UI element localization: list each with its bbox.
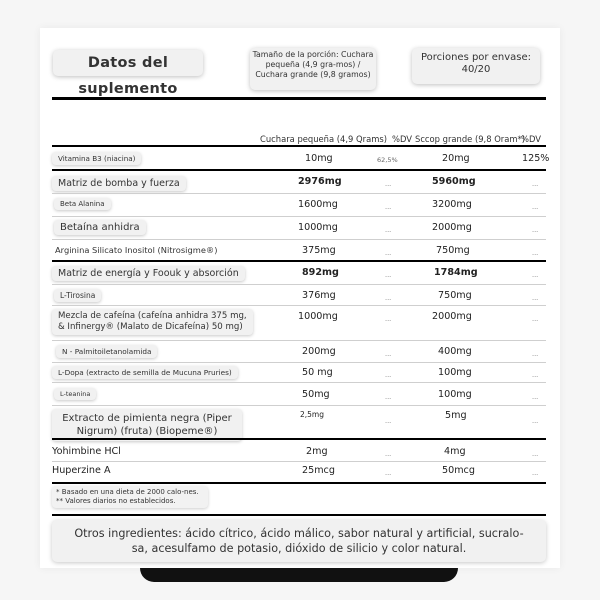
table-cell-dv-large: ... [532,417,539,425]
table-cell-large: 3200mg [432,199,472,210]
table-row-name: L-Dopa (extracto de semilla de Mucuna Pruries) [52,366,238,379]
other-ingredients [52,520,546,562]
table-cell-small: 2mg [306,446,328,457]
table-row-name [52,409,242,441]
serving-size-label: Tamaño de la porción: Cuchara pequeña (4,9 gra-mos) / Cuchara grande (9,8 gramos) [250,48,376,90]
table-cell-dv-small: ... [385,226,392,234]
table-cell-large: 1784mg [434,267,478,278]
table-cell-large: 750mg [436,245,470,256]
row-divider [52,405,546,406]
table-cell-dv-small: ... [385,393,392,401]
table-cell-large: 4mg [444,446,466,457]
table-cell-dv-large: ... [532,271,539,279]
table-row-name: Matriz de energía y Foouk y absorción [52,266,245,281]
table-cell-dv-small: ... [385,315,392,323]
table-cell-dv-large: ... [532,315,539,323]
column-header-small-scoop: Cuchara pequeña (4,9 Qrams) [260,134,387,144]
row-divider [52,239,546,240]
table-row-name: Huperzine A [52,465,111,476]
table-cell-small: 10mg [305,153,333,164]
table-row-name: Beta Alanina [54,198,111,210]
device-bottom-bar [140,568,458,582]
table-cell-small: 2976mg [298,176,342,187]
table-cell-dv-large: ... [532,393,539,401]
table-cell-small: 892mg [302,267,339,278]
table-cell-dv-small: ... [385,294,392,302]
table-row-name: Matriz de bomba y fuerza [52,176,186,191]
table-cell-small: 1000mg [298,311,338,322]
row-divider [52,169,546,171]
row-divider [52,216,546,217]
table-row-name: Betaína anhidra [54,220,146,235]
table-cell-large: 20mg [442,153,470,164]
table-row-name: L-teanina [54,388,96,400]
row-divider [52,438,546,440]
table-cell-dv-small: ... [385,203,392,211]
table-cell-small: 50 mg [302,367,333,378]
row-divider [52,260,546,262]
table-cell-dv-large: ... [532,469,539,477]
footnotes [52,486,208,508]
table-row-name-line2: & Infinergy® (Malato de Dicafeína) 50 mg) [58,322,243,332]
row-divider [52,482,546,484]
row-divider [52,284,546,285]
table-cell-small: 1000mg [298,222,338,233]
table-cell-large: 400mg [438,346,472,357]
table-cell-dv-large: 125% [522,153,550,164]
table-row-name: Vitamina B3 (niacina) [52,152,141,165]
footnote-daily-diet: * Basado en una dieta de 2000 calo-nes. [56,488,199,496]
other-ingredients-line2: sa, acesulfamo de potasio, dióxido de silicio y color natural. [131,542,467,555]
table-cell-small: 376mg [302,290,336,301]
table-cell-large: 2000mg [432,311,472,322]
column-header-rule [52,145,546,147]
supplement-facts-panel [40,28,560,568]
table-row-name: L-Tirosina [54,289,101,302]
table-cell-large: 2000mg [432,222,472,233]
table-cell-dv-large: ... [532,450,539,458]
table-cell-large: 5mg [445,410,467,421]
table-cell-dv-large: ... [532,203,539,211]
table-cell-dv-small: ... [385,371,392,379]
table-cell-dv-small: ... [385,350,392,358]
servings-per-container-label: Porciones por envase: 40/20 [412,48,540,84]
table-cell-dv-small: ... [385,271,392,279]
row-divider [52,305,546,306]
table-cell-small: 2,5mg [300,410,324,419]
table-cell-small: 25mcg [302,465,335,476]
table-cell-large: 750mg [438,290,472,301]
row-divider [52,461,546,462]
row-divider [52,362,546,363]
row-divider [52,382,546,383]
table-cell-large: 50mcg [442,465,475,476]
table-row-name: Yohimbine HCl [52,446,121,457]
table-cell-dv-small: 62,5% [377,156,398,164]
table-cell-small: 200mg [302,346,336,357]
table-cell-dv-small: ... [385,180,392,188]
table-cell-dv-small: ... [385,249,392,257]
other-ingredients-line1: Otros ingredientes: ácido cítrico, ácido málico, sabor natural y artificial, sucralo- [74,527,524,540]
footer-rule [52,514,546,516]
page-title: Datos del suplemento [53,50,203,76]
column-header-dv-small: %DV [392,134,412,144]
table-row-name-line1: Extracto de pimienta negra (Piper [62,413,232,424]
footnote-daily-value: ** Valores diarios no establecidos. [56,497,176,505]
table-cell-large: 5960mg [432,176,476,187]
table-cell-dv-large: ... [532,226,539,234]
header-rule [52,97,546,100]
column-header-dv-large: %DV [521,134,541,144]
table-row-name-line2: Nigrum) (fruta) (Biopeme®) [76,426,218,437]
table-cell-dv-large: ... [532,371,539,379]
table-cell-dv-small: ... [385,450,392,458]
row-divider [52,193,546,194]
table-cell-dv-small: ... [385,417,392,425]
table-cell-small: 375mg [302,245,336,256]
table-row-name [52,309,253,335]
table-row-name: Arginina Silicato Inositol (Nitrosigme®) [55,245,218,255]
column-header-large-scoop: Sccop grande (9,8 Oram*) [415,134,525,144]
table-cell-dv-large: ... [532,180,539,188]
table-row-name-line1: Mezcla de cafeína (cafeína anhidra 375 mg, [58,311,247,321]
row-divider [52,340,546,341]
table-cell-dv-large: ... [532,249,539,257]
table-cell-dv-large: ... [532,350,539,358]
table-cell-large: 100mg [438,389,472,400]
table-cell-small: 50mg [302,389,330,400]
table-cell-large: 100mg [438,367,472,378]
table-cell-dv-large: ... [532,294,539,302]
table-row-name: N - Palmitoiletanolamida [56,345,157,358]
table-cell-small: 1600mg [298,199,338,210]
table-cell-dv-small: ... [385,469,392,477]
